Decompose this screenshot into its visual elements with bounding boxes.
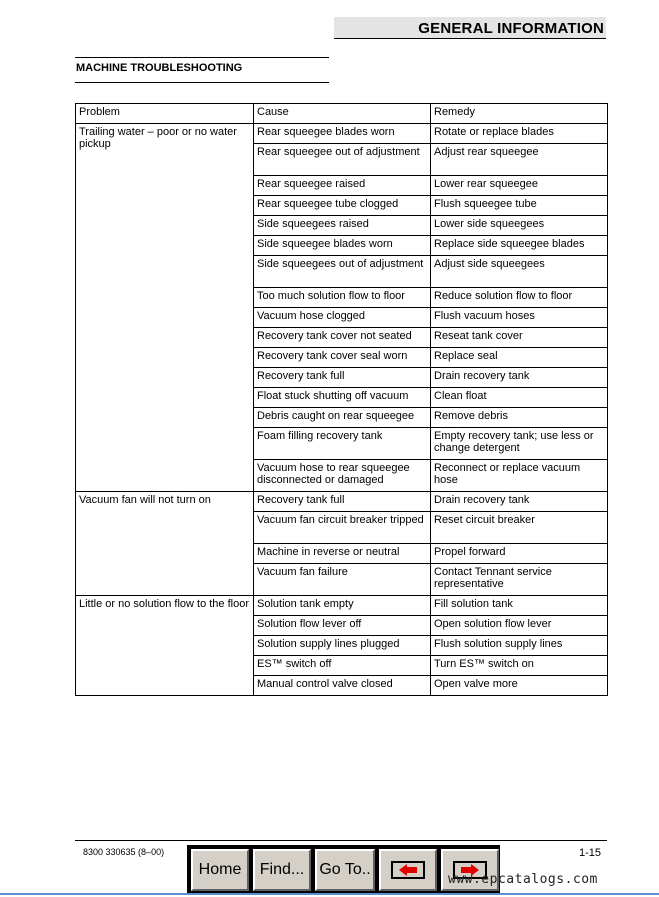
remedy-cell: Turn ES™ switch on [431, 656, 608, 676]
remedy-cell: Open solution flow lever [431, 616, 608, 636]
section-rule-top [75, 57, 329, 58]
remedy-cell: Fill solution tank [431, 596, 608, 616]
cause-cell: Recovery tank cover not seated [254, 328, 431, 348]
page-header-title: GENERAL INFORMATION [418, 20, 604, 37]
left-arrow-icon [391, 861, 425, 879]
remedy-cell: Adjust side squeegees [431, 256, 608, 288]
section-title: MACHINE TROUBLESHOOTING [76, 62, 243, 74]
remedy-cell: Drain recovery tank [431, 368, 608, 388]
previous-page-button[interactable] [379, 849, 437, 891]
troubleshooting-table [75, 103, 608, 696]
table-row [76, 492, 608, 512]
remedy-cell: Propel forward [431, 544, 608, 564]
remedy-cell: Rotate or replace blades [431, 124, 608, 144]
column-header-problem: Problem [76, 104, 254, 124]
problem-cell: Little or no solution flow to the floor [76, 596, 254, 696]
remedy-cell: Reconnect or replace vacuum hose [431, 460, 608, 492]
watermark: www.epcatalogs.com [448, 872, 598, 887]
remedy-cell: Lower rear squeegee [431, 176, 608, 196]
remedy-cell: Remove debris [431, 408, 608, 428]
remedy-cell: Flush solution supply lines [431, 636, 608, 656]
remedy-cell: Empty recovery tank; use less or change detergent [431, 428, 608, 460]
header-rule [334, 38, 606, 39]
cause-cell: Too much solution flow to floor [254, 288, 431, 308]
cause-cell: Foam filling recovery tank [254, 428, 431, 460]
cause-cell: Vacuum hose clogged [254, 308, 431, 328]
remedy-cell: Reseat tank cover [431, 328, 608, 348]
cause-cell: Float stuck shutting off vacuum [254, 388, 431, 408]
cause-cell: Manual control valve closed [254, 676, 431, 696]
cause-cell: Vacuum fan failure [254, 564, 431, 596]
cause-cell: Debris caught on rear squeegee [254, 408, 431, 428]
table-header-row [76, 104, 608, 124]
cause-cell: Solution flow lever off [254, 616, 431, 636]
cause-cell: Recovery tank cover seal worn [254, 348, 431, 368]
cause-cell: Recovery tank full [254, 492, 431, 512]
table-row [76, 596, 608, 616]
cause-cell: Rear squeegee raised [254, 176, 431, 196]
remedy-cell: Reset circuit breaker [431, 512, 608, 544]
table-row [76, 124, 608, 144]
remedy-cell: Clean float [431, 388, 608, 408]
column-header-remedy: Remedy [431, 104, 608, 124]
column-header-cause: Cause [254, 104, 431, 124]
remedy-cell: Open valve more [431, 676, 608, 696]
remedy-cell: Replace side squeegee blades [431, 236, 608, 256]
cause-cell: Machine in reverse or neutral [254, 544, 431, 564]
remedy-cell: Flush squeegee tube [431, 196, 608, 216]
cause-cell: ES™ switch off [254, 656, 431, 676]
cause-cell: Solution tank empty [254, 596, 431, 616]
cause-cell: Vacuum hose to rear squeegee disconnected or damaged [254, 460, 431, 492]
remedy-cell: Replace seal [431, 348, 608, 368]
go-to-button[interactable]: Go To.. [315, 849, 375, 891]
document-code: 8300 330635 (8–00) [83, 847, 165, 857]
cause-cell: Rear squeegee blades worn [254, 124, 431, 144]
remedy-cell: Flush vacuum hoses [431, 308, 608, 328]
section-rule-bottom [75, 82, 329, 83]
remedy-cell: Adjust rear squeegee [431, 144, 608, 176]
remedy-cell: Drain recovery tank [431, 492, 608, 512]
cause-cell: Side squeegees out of adjustment [254, 256, 431, 288]
cause-cell: Side squeegees raised [254, 216, 431, 236]
cause-cell: Side squeegee blades worn [254, 236, 431, 256]
find-button[interactable]: Find... [253, 849, 311, 891]
remedy-cell: Contact Tennant service representative [431, 564, 608, 596]
remedy-cell: Reduce solution flow to floor [431, 288, 608, 308]
page-number: 1-15 [579, 847, 602, 859]
home-button[interactable]: Home [191, 849, 249, 891]
cause-cell: Rear squeegee out of adjustment [254, 144, 431, 176]
remedy-cell: Lower side squeegees [431, 216, 608, 236]
cause-cell: Recovery tank full [254, 368, 431, 388]
cause-cell: Vacuum fan circuit breaker tripped [254, 512, 431, 544]
cause-cell: Solution supply lines plugged [254, 636, 431, 656]
problem-cell: Vacuum fan will not turn on [76, 492, 254, 596]
cause-cell: Rear squeegee tube clogged [254, 196, 431, 216]
footer-rule [75, 840, 607, 841]
problem-cell: Trailing water – poor or no water pickup [76, 124, 254, 492]
window-bottom-edge [0, 893, 659, 895]
